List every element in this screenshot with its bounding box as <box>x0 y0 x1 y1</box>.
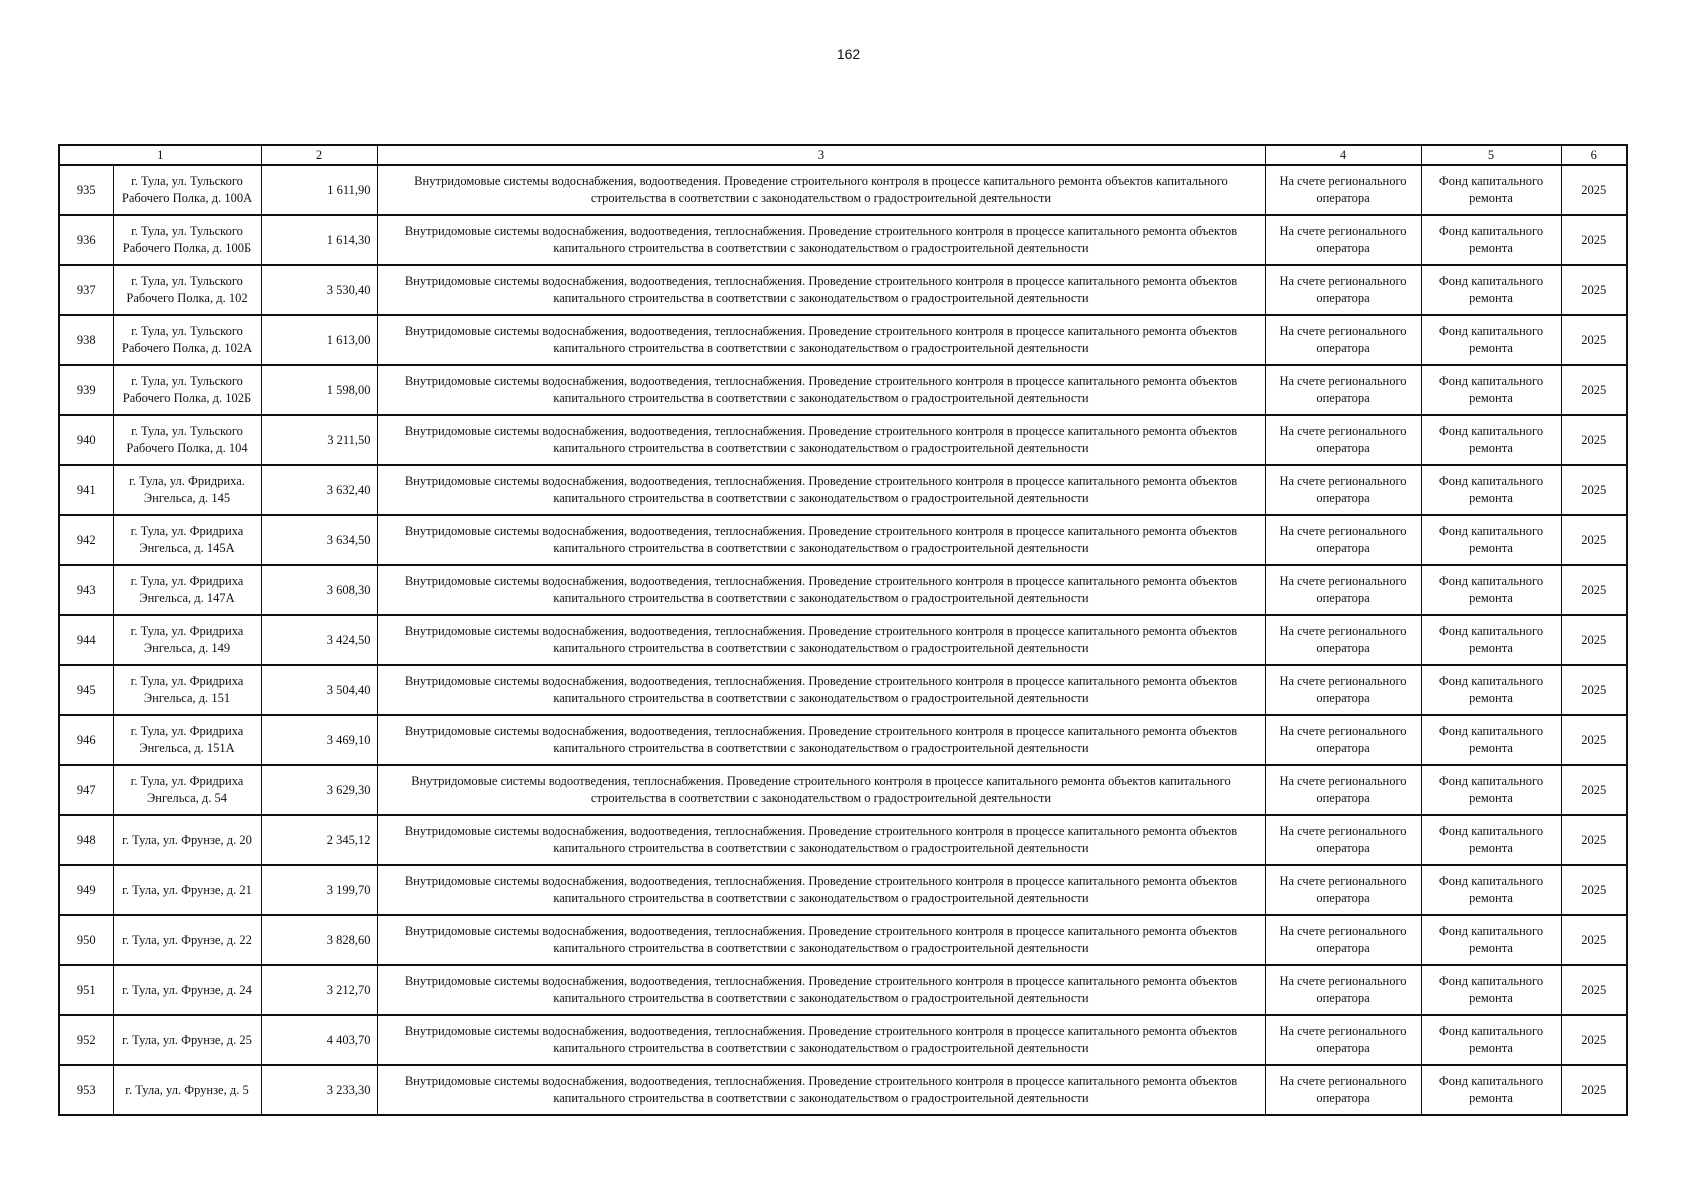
row-number-cell: 949 <box>59 865 113 915</box>
table-row <box>59 965 1627 1015</box>
funding-source-cell: Фонд капитального ремонта <box>1421 715 1561 765</box>
account-type-cell: На счете регионального оператора <box>1265 165 1421 215</box>
funding-source-cell: Фонд капитального ремонта <box>1421 965 1561 1015</box>
table-row <box>59 665 1627 715</box>
area-cell: 3 629,30 <box>261 765 377 815</box>
year-cell: 2025 <box>1561 1065 1627 1115</box>
account-type-cell: На счете регионального оператора <box>1265 465 1421 515</box>
page-number: 162 <box>836 46 861 62</box>
area-cell: 4 403,70 <box>261 1015 377 1065</box>
address-cell: г. Тула, ул. Тульского Рабочего Полка, д. 104 <box>113 415 261 465</box>
address-cell: г. Тула, ул. Тульского Рабочего Полка, д. 100Б <box>113 215 261 265</box>
address-cell: г. Тула, ул. Фрунзе, д. 25 <box>113 1015 261 1065</box>
column-header: 6 <box>1561 145 1627 165</box>
row-number-cell: 953 <box>59 1065 113 1115</box>
area-cell: 3 608,30 <box>261 565 377 615</box>
address-cell: г. Тула, ул. Тульского Рабочего Полка, д. 102А <box>113 315 261 365</box>
account-type-cell: На счете регионального оператора <box>1265 365 1421 415</box>
row-number-cell: 943 <box>59 565 113 615</box>
year-cell: 2025 <box>1561 865 1627 915</box>
funding-source-cell: Фонд капитального ремонта <box>1421 765 1561 815</box>
row-number-cell: 937 <box>59 265 113 315</box>
year-cell: 2025 <box>1561 465 1627 515</box>
address-cell: г. Тула, ул. Тульского Рабочего Полка, д. 102Б <box>113 365 261 415</box>
area-cell: 3 424,50 <box>261 615 377 665</box>
funding-source-cell: Фонд капитального ремонта <box>1421 315 1561 365</box>
account-type-cell: На счете регионального оператора <box>1265 915 1421 965</box>
area-cell: 3 212,70 <box>261 965 377 1015</box>
works-description-cell: Внутридомовые системы водоснабжения, водоотведения, теплоснабжения. Проведение строительного контроля в процессе капитального ремонта объектов капитального строительства в соответствии с законодательством о градостроительной деятельности <box>377 665 1265 715</box>
account-type-cell: На счете регионального оператора <box>1265 315 1421 365</box>
year-cell: 2025 <box>1561 1015 1627 1065</box>
column-header: 3 <box>377 145 1265 165</box>
works-description-cell: Внутридомовые системы водоснабжения, водоотведения, теплоснабжения. Проведение строительного контроля в процессе капитального ремонта объектов капитального строительства в соответствии с законодательством о градостроительной деятельности <box>377 565 1265 615</box>
funding-source-cell: Фонд капитального ремонта <box>1421 165 1561 215</box>
row-number-cell: 944 <box>59 615 113 665</box>
address-cell: г. Тула, ул. Фридриха Энгельса, д. 145А <box>113 515 261 565</box>
year-cell: 2025 <box>1561 965 1627 1015</box>
area-cell: 3 504,40 <box>261 665 377 715</box>
row-number-cell: 947 <box>59 765 113 815</box>
area-cell: 3 530,40 <box>261 265 377 315</box>
funding-source-cell: Фонд капитального ремонта <box>1421 615 1561 665</box>
funding-source-cell: Фонд капитального ремонта <box>1421 915 1561 965</box>
account-type-cell: На счете регионального оператора <box>1265 965 1421 1015</box>
table-row <box>59 1065 1627 1115</box>
table-row <box>59 865 1627 915</box>
funding-source-cell: Фонд капитального ремонта <box>1421 815 1561 865</box>
address-cell: г. Тула, ул. Фрунзе, д. 20 <box>113 815 261 865</box>
year-cell: 2025 <box>1561 215 1627 265</box>
table-row <box>59 765 1627 815</box>
row-number-cell: 946 <box>59 715 113 765</box>
table-row <box>59 415 1627 465</box>
table-row <box>59 365 1627 415</box>
table-row <box>59 265 1627 315</box>
account-type-cell: На счете регионального оператора <box>1265 715 1421 765</box>
row-number-cell: 935 <box>59 165 113 215</box>
column-header: 5 <box>1421 145 1561 165</box>
area-cell: 1 598,00 <box>261 365 377 415</box>
address-cell: г. Тула, ул. Фридриха Энгельса, д. 149 <box>113 615 261 665</box>
address-cell: г. Тула, ул. Фрунзе, д. 21 <box>113 865 261 915</box>
address-cell: г. Тула, ул. Фрунзе, д. 22 <box>113 915 261 965</box>
works-description-cell: Внутридомовые системы водоснабжения, водоотведения, теплоснабжения. Проведение строительного контроля в процессе капитального ремонта объектов капитального строительства в соответствии с законодательством о градостроительной деятельности <box>377 515 1265 565</box>
year-cell: 2025 <box>1561 165 1627 215</box>
row-number-cell: 938 <box>59 315 113 365</box>
works-description-cell: Внутридомовые системы водоснабжения, водоотведения, теплоснабжения. Проведение строительного контроля в процессе капитального ремонта объектов капитального строительства в соответствии с законодательством о градостроительной деятельности <box>377 1015 1265 1065</box>
table-row <box>59 915 1627 965</box>
works-description-cell: Внутридомовые системы водоснабжения, водоотведения, теплоснабжения. Проведение строительного контроля в процессе капитального ремонта объектов капитального строительства в соответствии с законодательством о градостроительной деятельности <box>377 965 1265 1015</box>
works-description-cell: Внутридомовые системы водоснабжения, водоотведения, теплоснабжения. Проведение строительного контроля в процессе капитального ремонта объектов капитального строительства в соответствии с законодательством о градостроительной деятельности <box>377 215 1265 265</box>
funding-source-cell: Фонд капитального ремонта <box>1421 415 1561 465</box>
table-row <box>59 715 1627 765</box>
account-type-cell: На счете регионального оператора <box>1265 515 1421 565</box>
account-type-cell: На счете регионального оператора <box>1265 765 1421 815</box>
works-description-cell: Внутридомовые системы водоснабжения, водоотведения, теплоснабжения. Проведение строительного контроля в процессе капитального ремонта объектов капитального строительства в соответствии с законодательством о градостроительной деятельности <box>377 715 1265 765</box>
account-type-cell: На счете регионального оператора <box>1265 665 1421 715</box>
works-description-cell: Внутридомовые системы водоснабжения, водоотведения, теплоснабжения. Проведение строительного контроля в процессе капитального ремонта объектов капитального строительства в соответствии с законодательством о градостроительной деятельности <box>377 265 1265 315</box>
year-cell: 2025 <box>1561 765 1627 815</box>
table-row <box>59 465 1627 515</box>
account-type-cell: На счете регионального оператора <box>1265 265 1421 315</box>
account-type-cell: На счете регионального оператора <box>1265 1065 1421 1115</box>
area-cell: 3 469,10 <box>261 715 377 765</box>
works-description-cell: Внутридомовые системы водоснабжения, водоотведения, теплоснабжения. Проведение строительного контроля в процессе капитального ремонта объектов капитального строительства в соответствии с законодательством о градостроительной деятельности <box>377 1065 1265 1115</box>
table-row <box>59 615 1627 665</box>
account-type-cell: На счете регионального оператора <box>1265 815 1421 865</box>
year-cell: 2025 <box>1561 565 1627 615</box>
funding-source-cell: Фонд капитального ремонта <box>1421 1065 1561 1115</box>
account-type-cell: На счете регионального оператора <box>1265 865 1421 915</box>
address-cell: г. Тула, ул. Фридриха Энгельса, д. 151А <box>113 715 261 765</box>
account-type-cell: На счете регионального оператора <box>1265 565 1421 615</box>
column-header: 4 <box>1265 145 1421 165</box>
row-number-cell: 952 <box>59 1015 113 1065</box>
funding-source-cell: Фонд капитального ремонта <box>1421 365 1561 415</box>
year-cell: 2025 <box>1561 315 1627 365</box>
area-cell: 3 199,70 <box>261 865 377 915</box>
table-row <box>59 215 1627 265</box>
address-cell: г. Тула, ул. Фридриха. Энгельса, д. 145 <box>113 465 261 515</box>
area-cell: 1 611,90 <box>261 165 377 215</box>
year-cell: 2025 <box>1561 615 1627 665</box>
table-row <box>59 1015 1627 1065</box>
funding-source-cell: Фонд капитального ремонта <box>1421 1015 1561 1065</box>
column-header: 1 <box>59 145 261 165</box>
table-header-row <box>59 145 1627 165</box>
account-type-cell: На счете регионального оператора <box>1265 415 1421 465</box>
address-cell: г. Тула, ул. Фрунзе, д. 24 <box>113 965 261 1015</box>
column-header: 2 <box>261 145 377 165</box>
area-cell: 2 345,12 <box>261 815 377 865</box>
works-description-cell: Внутридомовые системы водоснабжения, водоотведения, теплоснабжения. Проведение строительного контроля в процессе капитального ремонта объектов капитального строительства в соответствии с законодательством о градостроительной деятельности <box>377 815 1265 865</box>
year-cell: 2025 <box>1561 665 1627 715</box>
row-number-cell: 950 <box>59 915 113 965</box>
address-cell: г. Тула, ул. Тульского Рабочего Полка, д. 100А <box>113 165 261 215</box>
area-cell: 1 614,30 <box>261 215 377 265</box>
year-cell: 2025 <box>1561 715 1627 765</box>
address-cell: г. Тула, ул. Фрунзе, д. 5 <box>113 1065 261 1115</box>
row-number-cell: 936 <box>59 215 113 265</box>
area-cell: 3 634,50 <box>261 515 377 565</box>
area-cell: 3 828,60 <box>261 915 377 965</box>
works-description-cell: Внутридомовые системы водоснабжения, водоотведения. Проведение строительного контроля в процессе капитального ремонта объектов капитального строительства в соответствии с законодательством о градостроительной деятельности <box>377 165 1265 215</box>
year-cell: 2025 <box>1561 415 1627 465</box>
works-description-cell: Внутридомовые системы водоснабжения, водоотведения, теплоснабжения. Проведение строительного контроля в процессе капитального ремонта объектов капитального строительства в соответствии с законодательством о градостроительной деятельности <box>377 315 1265 365</box>
funding-source-cell: Фонд капитального ремонта <box>1421 465 1561 515</box>
table-row <box>59 165 1627 215</box>
funding-source-cell: Фонд капитального ремонта <box>1421 515 1561 565</box>
year-cell: 2025 <box>1561 915 1627 965</box>
year-cell: 2025 <box>1561 265 1627 315</box>
year-cell: 2025 <box>1561 515 1627 565</box>
area-cell: 1 613,00 <box>261 315 377 365</box>
area-cell: 3 211,50 <box>261 415 377 465</box>
account-type-cell: На счете регионального оператора <box>1265 615 1421 665</box>
works-description-cell: Внутридомовые системы водоснабжения, водоотведения, теплоснабжения. Проведение строительного контроля в процессе капитального ремонта объектов капитального строительства в соответствии с законодательством о градостроительной деятельности <box>377 865 1265 915</box>
account-type-cell: На счете регионального оператора <box>1265 215 1421 265</box>
table-row <box>59 315 1627 365</box>
works-description-cell: Внутридомовые системы водоснабжения, водоотведения, теплоснабжения. Проведение строительного контроля в процессе капитального ремонта объектов капитального строительства в соответствии с законодательством о градостроительной деятельности <box>377 415 1265 465</box>
row-number-cell: 942 <box>59 515 113 565</box>
row-number-cell: 951 <box>59 965 113 1015</box>
row-number-cell: 941 <box>59 465 113 515</box>
year-cell: 2025 <box>1561 365 1627 415</box>
row-number-cell: 948 <box>59 815 113 865</box>
account-type-cell: На счете регионального оператора <box>1265 1015 1421 1065</box>
table-row <box>59 515 1627 565</box>
row-number-cell: 945 <box>59 665 113 715</box>
row-number-cell: 940 <box>59 415 113 465</box>
funding-source-cell: Фонд капитального ремонта <box>1421 565 1561 615</box>
works-description-cell: Внутридомовые системы водоснабжения, водоотведения, теплоснабжения. Проведение строительного контроля в процессе капитального ремонта объектов капитального строительства в соответствии с законодательством о градостроительной деятельности <box>377 615 1265 665</box>
works-description-cell: Внутридомовые системы водоснабжения, водоотведения, теплоснабжения. Проведение строительного контроля в процессе капитального ремонта объектов капитального строительства в соответствии с законодательством о градостроительной деятельности <box>377 915 1265 965</box>
table-row <box>59 565 1627 615</box>
address-cell: г. Тула, ул. Фридриха Энгельса, д. 147А <box>113 565 261 615</box>
works-description-cell: Внутридомовые системы водоснабжения, водоотведения, теплоснабжения. Проведение строительного контроля в процессе капитального ремонта объектов капитального строительства в соответствии с законодательством о градостроительной деятельности <box>377 365 1265 415</box>
funding-source-cell: Фонд капитального ремонта <box>1421 265 1561 315</box>
works-description-cell: Внутридомовые системы водоотведения, теплоснабжения. Проведение строительного контроля в процессе капитального ремонта объектов капитального строительства в соответствии с законодательством о градостроительной деятельности <box>377 765 1265 815</box>
area-cell: 3 632,40 <box>261 465 377 515</box>
table-row <box>59 815 1627 865</box>
repair-schedule-table <box>58 144 1628 1116</box>
address-cell: г. Тула, ул. Фридриха Энгельса, д. 151 <box>113 665 261 715</box>
funding-source-cell: Фонд капитального ремонта <box>1421 665 1561 715</box>
funding-source-cell: Фонд капитального ремонта <box>1421 865 1561 915</box>
address-cell: г. Тула, ул. Тульского Рабочего Полка, д. 102 <box>113 265 261 315</box>
area-cell: 3 233,30 <box>261 1065 377 1115</box>
funding-source-cell: Фонд капитального ремонта <box>1421 215 1561 265</box>
row-number-cell: 939 <box>59 365 113 415</box>
address-cell: г. Тула, ул. Фридриха Энгельса, д. 54 <box>113 765 261 815</box>
works-description-cell: Внутридомовые системы водоснабжения, водоотведения, теплоснабжения. Проведение строительного контроля в процессе капитального ремонта объектов капитального строительства в соответствии с законодательством о градостроительной деятельности <box>377 465 1265 515</box>
year-cell: 2025 <box>1561 815 1627 865</box>
